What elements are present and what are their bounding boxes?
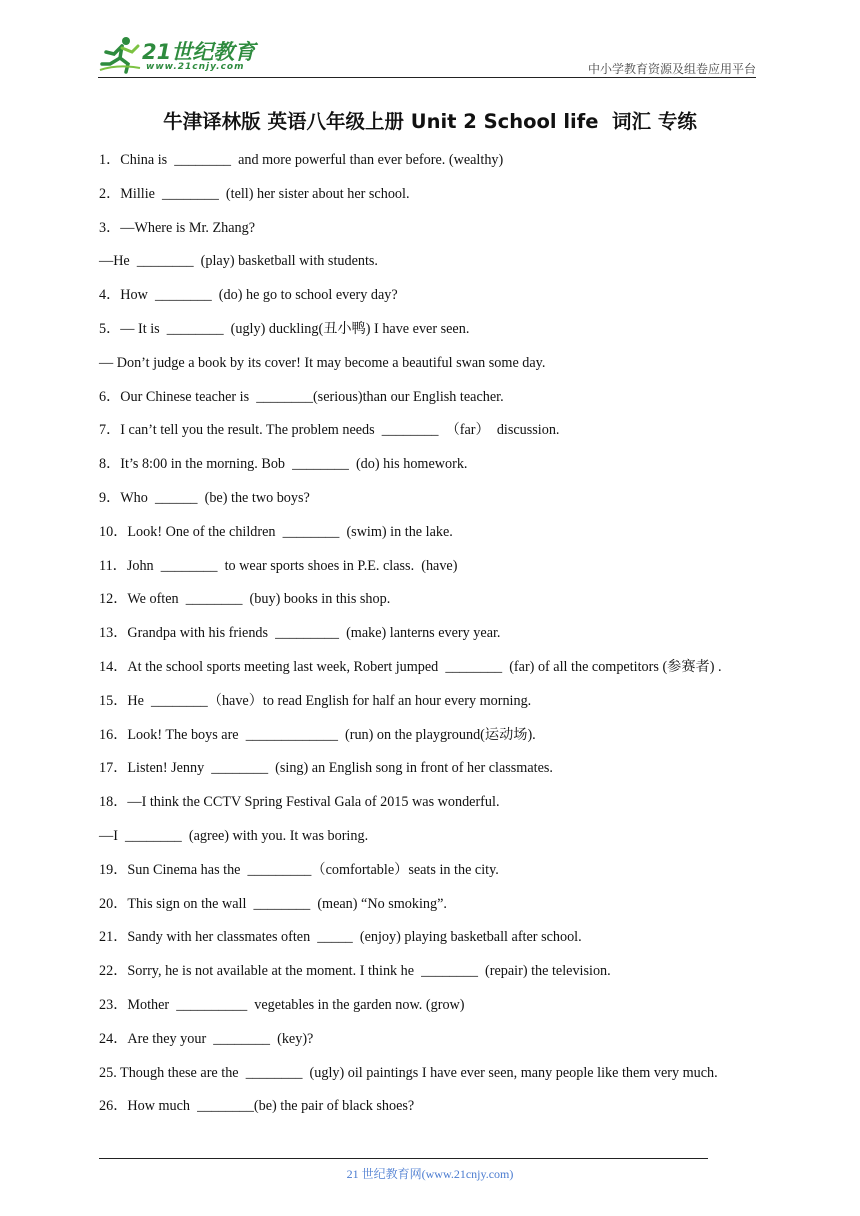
question-line: —He ________ (play) basketball with students.	[99, 253, 378, 270]
question-line: —I ________ (agree) with you. It was boring.	[99, 827, 369, 844]
question-line: 23．Mother __________ vegetables in the garden now. (grow)	[99, 996, 465, 1013]
header-divider	[98, 77, 756, 78]
footer-link[interactable]: 21 世纪教育网(www.21cnjy.com)	[346, 1167, 514, 1181]
question-line: 11．John ________ to wear sports shoes in P.E. class. (have)	[99, 557, 458, 574]
question-line: 26．How much ________(be) the pair of black shoes?	[99, 1098, 415, 1115]
question-line: 9．Who ______ (be) the two boys?	[99, 489, 310, 506]
question-line: 14．At the school sports meeting last week, Robert jumped ________ (far) of all the competitors (参赛者) .	[99, 658, 722, 675]
logo-text: 21世纪教育	[142, 40, 256, 64]
question-line: 24．Are they your ________ (key)?	[99, 1030, 314, 1047]
page-header	[98, 30, 756, 78]
logo-url: www.21cnjy.com	[146, 62, 245, 72]
question-line: 21．Sandy with her classmates often _____ (enjoy) playing basketball after school.	[99, 929, 582, 946]
question-line: 10．Look! One of the children ________ (swim) in the lake.	[99, 523, 453, 540]
question-line: 17．Listen! Jenny ________ (sing) an English song in front of her classmates.	[99, 760, 553, 777]
question-line: 1．China is ________ and more powerful than ever before. (wealthy)	[99, 152, 504, 168]
question-list	[99, 150, 779, 1130]
question-line: 5．— It is ________ (ugly) duckling(丑小鸭) I have ever seen.	[99, 320, 470, 337]
question-line: 19．Sun Cinema has the _________（comfortable）seats in the city.	[99, 861, 499, 878]
question-line: 12．We often ________ (buy) books in this shop.	[99, 591, 391, 608]
question-line: 7．I can’t tell you the result. The problem needs ________ （far） discussion.	[99, 422, 560, 439]
header-slogan: 中小学教育资源及组卷应用平台	[587, 62, 756, 76]
question-line: 13．Grandpa with his friends _________ (make) lanterns every year.	[99, 625, 501, 642]
question-line: 20．This sign on the wall ________ (mean) “No smoking”.	[99, 895, 447, 912]
question-line: 18．—I think the CCTV Spring Festival Gala of 2015 was wonderful.	[99, 794, 500, 811]
question-line: 4．How ________ (do) he go to school every day?	[99, 287, 398, 304]
question-line: 15．He ________（have）to read English for half an hour every morning.	[99, 692, 532, 709]
question-line: 8．It’s 8:00 in the morning. Bob ________ (do) his homework.	[99, 456, 468, 473]
footer-divider	[99, 1158, 708, 1159]
runner-logo-icon	[98, 34, 142, 74]
question-line: 22．Sorry, he is not available at the moment. I think he ________ (repair) the television.	[99, 963, 611, 980]
question-line: 16．Look! The boys are _____________ (run) on the playground(运动场).	[99, 726, 536, 743]
page-title: 牛津译林版 英语八年级上册 Unit 2 School life 词汇 专练	[163, 110, 697, 133]
question-line: 2．Millie ________ (tell) her sister about her school.	[99, 185, 410, 202]
logo	[98, 34, 258, 76]
question-line: 6．Our Chinese teacher is ________(serious)than our English teacher.	[99, 388, 504, 405]
question-line: 3．—Where is Mr. Zhang?	[99, 219, 256, 236]
question-line: 25. Though these are the ________ (ugly) oil paintings I have ever seen, many people like them very much.	[99, 1064, 718, 1081]
question-line: — Don’t judge a book by its cover! It may become a beautiful swan some day.	[99, 354, 546, 371]
